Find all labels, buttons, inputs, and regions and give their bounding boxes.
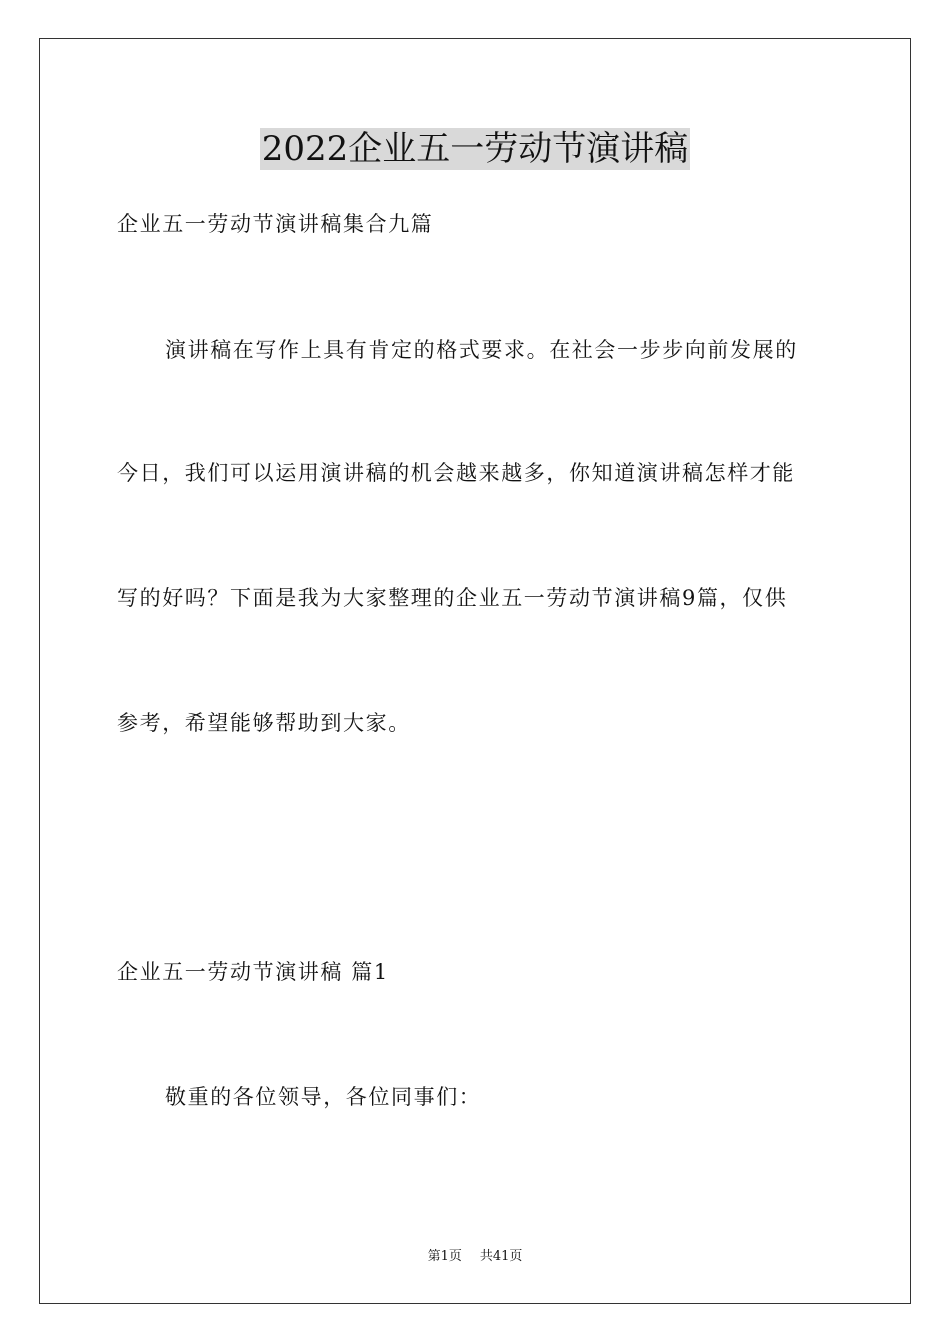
paragraph-line: 参考，希望能够帮助到大家。 bbox=[117, 711, 411, 735]
salutation: 敬重的各位领导，各位同事们： bbox=[165, 1085, 482, 1109]
current-page-number: 第1页 bbox=[427, 1249, 462, 1264]
paragraph-line: 写的好吗？下面是我为大家整理的企业五一劳动节演讲稿9篇，仅供 bbox=[117, 586, 788, 610]
title-container bbox=[0, 128, 950, 170]
paragraph-line: 今日，我们可以运用演讲稿的机会越来越多，你知道演讲稿怎样才能 bbox=[117, 461, 795, 485]
document-title: 2022企业五一劳动节演讲稿 bbox=[261, 129, 689, 169]
document-subtitle: 企业五一劳动节演讲稿集合九篇 bbox=[117, 212, 434, 236]
page-footer bbox=[0, 1248, 950, 1266]
total-page-count: 共41页 bbox=[479, 1249, 523, 1264]
paragraph-line: 演讲稿在写作上具有肯定的格式要求。在社会一步步向前发展的 bbox=[165, 338, 798, 362]
section-heading: 企业五一劳动节演讲稿 篇1 bbox=[117, 960, 389, 984]
